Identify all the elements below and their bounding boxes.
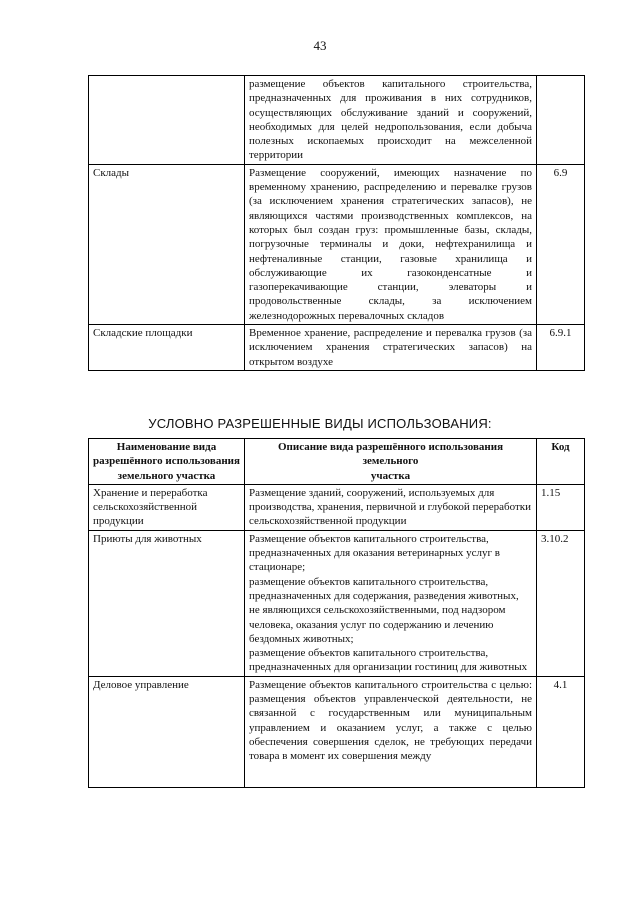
- page-number: 43: [313, 38, 327, 53]
- use-description: размещение объектов капитального строительства, предназначенных для проживания в них сотрудников, осуществляющих обслуживание зданий и сооружений, необходимых для целей недропользования, если добыча полезных ископаемых происходит на межселенной территории: [245, 76, 537, 165]
- description-line: размещение объектов капитального строительства, предназначенных для содержания, разведения животных, не являющихся сельскохозяйственными, под надзором человека, оказания услуг по содержанию и лечению бездомных животных;: [249, 575, 519, 645]
- header-code: Код: [537, 439, 585, 485]
- table-row: [89, 76, 585, 165]
- table-row: [89, 676, 585, 787]
- use-name: Приюты для животных: [89, 530, 245, 676]
- conditional-uses-table: [88, 438, 585, 788]
- header-description-line1: Описание вида разрешённого использования земельного: [277, 441, 504, 468]
- use-code: 6.9.1: [537, 325, 585, 371]
- description-text: Размещение объектов капитального строительства с целью: размещения объектов управленческой деятельности, не связанной с государственным или муниципальным управлением и оказанием услуг, а также с целью обеспечения совершения сделок, не требующих передачи товара в момент их совершения между: [249, 678, 532, 763]
- use-name: Хранение и переработка сельскохозяйственной продукции: [89, 484, 245, 530]
- top-table: [88, 75, 585, 371]
- use-name: [89, 76, 245, 165]
- use-code: 4.1: [537, 676, 585, 787]
- use-description: [245, 676, 537, 787]
- header-description: [245, 439, 537, 485]
- use-code: 6.9: [537, 164, 585, 324]
- use-name: Склады: [89, 164, 245, 324]
- table-row: [89, 484, 585, 530]
- use-code: 3.10.2: [537, 530, 585, 676]
- description-line: Размещение объектов капитального строительства, предназначенных для оказания ветеринарных услуг в стационаре;: [249, 532, 500, 574]
- use-description: Временное хранение, распределение и перевалка грузов (за исключением хранения стратегических запасов) на открытом воздухе: [245, 325, 537, 371]
- use-code: 1.15: [537, 484, 585, 530]
- use-description: Размещение зданий, сооружений, используемых для производства, хранения, первичной и глубокой переработки сельскохозяйственной продукции: [245, 484, 537, 530]
- description-line: размещение объектов капитального строительства, предназначенных для организации гостиниц для животных: [249, 647, 528, 674]
- table-row: [89, 325, 585, 371]
- use-description: [245, 530, 537, 676]
- use-description: Размещение сооружений, имеющих назначение по временному хранению, распределению и перевалке грузов (за исключением хранения стратегических запасов), не являющихся частями производственных комплексов, на которых был создан груз: промышленные базы, склады, погрузочные терминалы и доки, нефтехранилища и нефтеналивные станции, газовые хранилища и обслуживающие их газоконденсатные и газоперекачивающие станции, элеваторы и продовольственные склады, за исключением железнодорожных перевалочных складов: [245, 164, 537, 324]
- use-code: [537, 76, 585, 165]
- table-row: [89, 530, 585, 676]
- use-name: Складские площадки: [89, 325, 245, 371]
- table-row: [89, 164, 585, 324]
- section-heading: УСЛОВНО РАЗРЕШЕННЫЕ ВИДЫ ИСПОЛЬЗОВАНИЯ:: [148, 416, 492, 431]
- header-description-line2: участка: [370, 469, 411, 482]
- header-name: Наименование вида разрешённого использования земельного участка: [89, 439, 245, 485]
- table-header-row: [89, 439, 585, 485]
- use-name: Деловое управление: [89, 676, 245, 787]
